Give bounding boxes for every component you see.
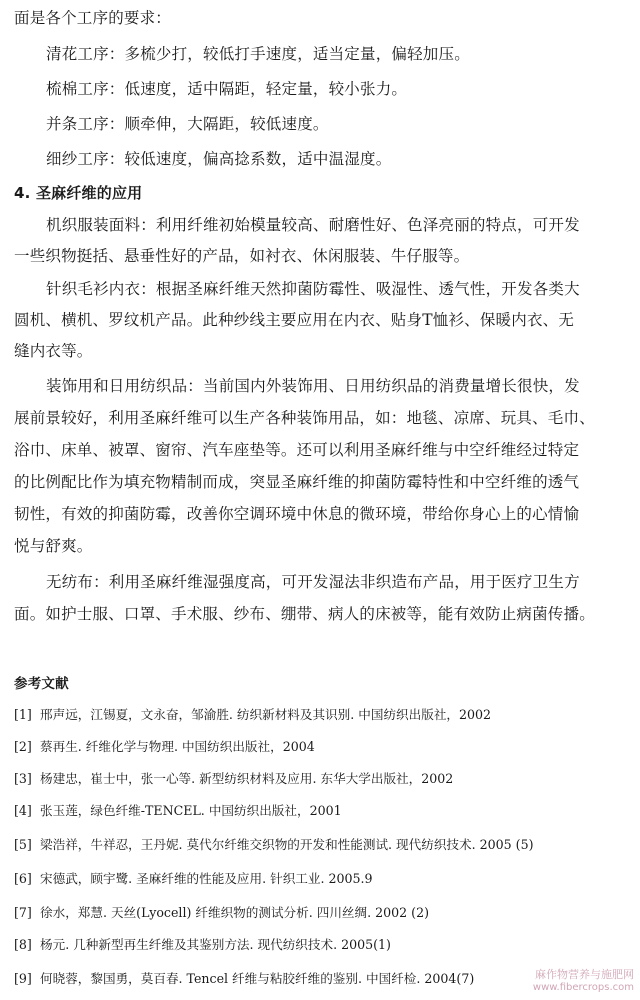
paragraph-line: 圆机、横机、罗纹机产品。此种纱线主要应用在内衣、贴身T恤衫、保暖内衣、无 xyxy=(14,311,575,329)
reference-text: 蔡再生. 纤维化学与物理. 中国纺织出版社，2004 xyxy=(40,739,315,754)
reference-number: [6] xyxy=(14,871,32,886)
process-line: 细纱工序：较低速度，偏高捻系数，适中温湿度。 xyxy=(46,150,392,168)
paragraph-line: 针织毛衫内衣：根据圣麻纤维天然抑菌防霉性、吸湿性、透气性，开发各类大 xyxy=(46,280,580,298)
watermark-url: www.fibercrops.com xyxy=(532,982,634,993)
reference-item xyxy=(14,770,453,788)
references-title: 参考文献 xyxy=(14,676,69,692)
paragraph-line: 面。如护士服、口罩、手术服、纱布、绷带、病人的床被等，能有效防止病菌传播。 xyxy=(14,605,595,623)
reference-text: 梁浩祥，牛祥忍，王丹妮. 莫代尔纤维交织物的开发和性能测试. 现代纺织技术. 2005 (5) xyxy=(40,837,534,852)
reference-item xyxy=(14,836,534,854)
intro-line: 面是各个工序的要求： xyxy=(14,9,172,27)
paragraph-line: 机织服装面料：利用纤维初始模量较高、耐磨性好、色泽亮丽的特点，可开发 xyxy=(46,216,580,234)
paragraph-line: 浴巾、床单、被罩、窗帘、汽车座垫等。还可以利用圣麻纤维与中空纤维经过特定 xyxy=(14,441,580,459)
paragraph-line: 悦与舒爽。 xyxy=(14,537,93,555)
reference-number: [9] xyxy=(14,971,32,986)
reference-number: [2] xyxy=(14,739,32,754)
reference-item xyxy=(14,936,391,954)
process-line: 并条工序：顺牵伸，大隔距，较低速度。 xyxy=(46,115,329,133)
process-line: 清花工序：多梳少打，较低打手速度，适当定量，偏轻加压。 xyxy=(46,45,470,63)
reference-number: [5] xyxy=(14,837,32,852)
reference-item xyxy=(14,870,373,888)
paragraph-line: 韧性，有效的抑菌防霉，改善你空调环境中休息的微环境，带给你身心上的心情愉 xyxy=(14,505,580,523)
reference-item xyxy=(14,970,474,988)
reference-text: 宋德武，顾宇鹭. 圣麻纤维的性能及应用. 针织工业. 2005.9 xyxy=(40,871,373,886)
reference-text: 邢声远，江锡夏，文永奋，邹渝胜. 纺织新材料及其识别. 中国纺织出版社，2002 xyxy=(40,707,492,722)
paragraph-line: 一些织物挺括、悬垂性好的产品，如衬衣、休闲服装、牛仔服等。 xyxy=(14,247,470,265)
reference-text: 杨建忠，崔士中，张一心等. 新型纺织材料及应用. 东华大学出版社，2002 xyxy=(40,771,454,786)
paragraph-line: 展前景较好，利用圣麻纤维可以生产各种装饰用品，如：地毯、凉席、玩具、毛巾、 xyxy=(14,409,595,427)
site-watermark xyxy=(533,968,634,994)
reference-text: 何晓蓉，黎国勇，莫百春. Tencel 纤维与粘胶纤维的鉴别. 中国纤检. 2004(7) xyxy=(40,971,475,986)
reference-text: 张玉莲，绿色纤维-TENCEL. 中国纺织出版社，2001 xyxy=(40,803,342,818)
reference-number: [7] xyxy=(14,905,32,920)
paragraph-line: 缝内衣等。 xyxy=(14,342,93,360)
reference-number: [4] xyxy=(14,803,32,818)
section-heading: 4. 圣麻纤维的应用 xyxy=(14,184,143,202)
reference-item xyxy=(14,738,315,756)
reference-item xyxy=(14,904,429,922)
paragraph-line: 无纺布：利用圣麻纤维湿强度高，可开发湿法非织造布产品，用于医疗卫生方 xyxy=(46,573,580,591)
paragraph-line: 的比例配比作为填充物精制而成，突显圣麻纤维的抑菌防霉特性和中空纤维的透气 xyxy=(14,473,580,491)
reference-number: [8] xyxy=(14,937,32,952)
reference-number: [1] xyxy=(14,707,32,722)
reference-item xyxy=(14,706,491,724)
reference-text: 徐水，郑慧. 天丝(Lyocell) 纤维织物的测试分析. 四川丝绸. 2002 (2) xyxy=(40,905,430,920)
reference-number: [3] xyxy=(14,771,32,786)
paragraph-line: 装饰用和日用纺织品：当前国内外装饰用、日用纺织品的消费量增长很快，发 xyxy=(46,377,580,395)
process-line: 梳棉工序：低速度，适中隔距，轻定量，较小张力。 xyxy=(46,80,408,98)
reference-item xyxy=(14,802,342,820)
reference-text: 杨元. 几种新型再生纤维及其鉴别方法. 现代纺织技术. 2005(1) xyxy=(40,937,391,952)
watermark-name: 麻作物营养与施肥网 xyxy=(535,968,634,981)
